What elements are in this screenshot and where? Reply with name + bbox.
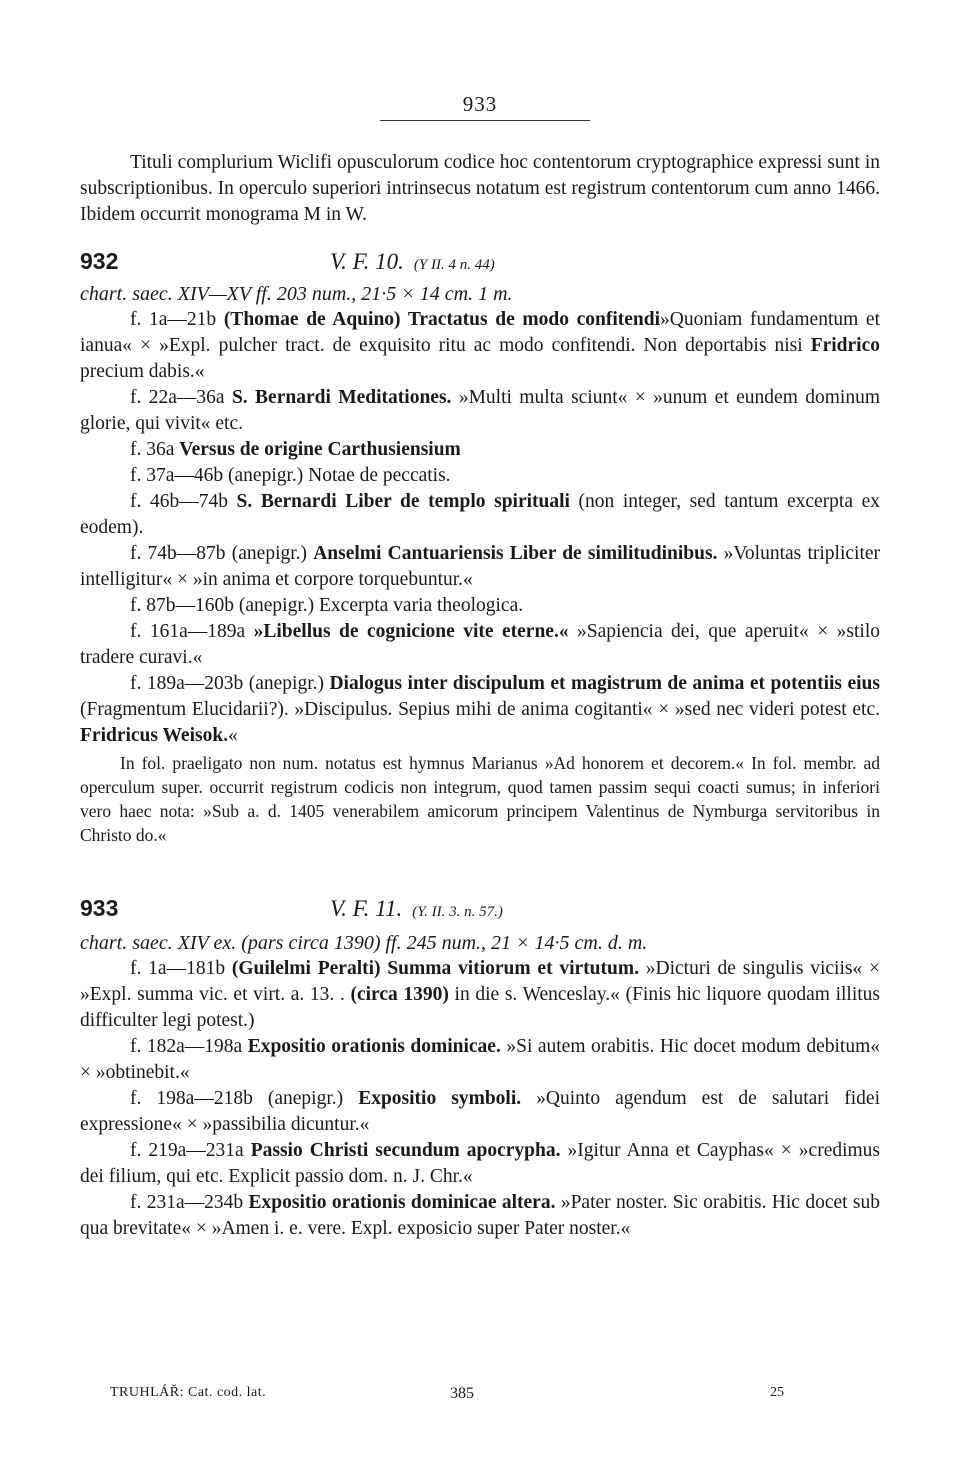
folio-range: f. 87b—160b: [130, 595, 234, 616]
item-text: (anepigr.) Notae de peccatis.: [228, 465, 451, 486]
catalogue-item: [80, 671, 880, 749]
item-tail: precium dabis.«: [80, 361, 205, 382]
entry-932: [80, 248, 880, 847]
item-text: »Quinto agendum est de salutari fidei expressione« × »passibilia dicuntur.«: [80, 1088, 880, 1135]
catalogue-item: [80, 619, 880, 671]
entry-number: 932: [80, 248, 119, 274]
old-shelfmark: (Y II. 4 n. 44): [413, 257, 495, 273]
folio-range: f. 74b—87b: [130, 543, 226, 564]
entry-heading: [80, 248, 880, 275]
catalogue-item: [80, 463, 880, 489]
catalogue-item: [80, 437, 880, 463]
item-title: S. Bernardi Liber de templo spirituali: [236, 491, 570, 512]
item-text: »Igitur Anna et Cayphas« × »credimus dei filium, qui etc. Explicit passio dom. n. J. Chr.«: [80, 1140, 881, 1187]
item-prefix: (anepigr.): [267, 1088, 359, 1109]
item-title: Expositio orationis dominicae altera.: [248, 1192, 556, 1213]
folio-range: f. 22a—36a: [130, 387, 225, 408]
item-title: Dialogus inter discipulum et magistrum de anima et potentiis eius: [329, 673, 880, 694]
shelfmark: V. F. 10.: [330, 249, 404, 274]
catalogue-item: [80, 1034, 880, 1086]
footer-source: TRUHLÁŘ: Cat. cod. lat.: [110, 1385, 267, 1400]
catalogue-item: [80, 1190, 880, 1242]
item-text: »Sapiencia dei, que aperuit« × »stilo tradere curavi.«: [80, 621, 880, 668]
item-emphasis: (circa 1390): [350, 984, 449, 1005]
item-title: Anselmi Cantuariensis Liber de similitudinibus.: [313, 543, 718, 564]
codex-description: chart. saec. XIV—XV ff. 203 num., 21·5 × 14 cm. 1 m.: [80, 283, 513, 305]
shelfmark: V. F. 11.: [330, 896, 403, 921]
footer-page: 385: [450, 1385, 474, 1402]
item-title: S. Bernardi Meditationes.: [231, 387, 452, 408]
item-list: [80, 956, 880, 1242]
codex-description: chart. saec. XIV ex. (pars circa 1390) ff. 245 num., 21 × 14·5 cm. d. m.: [80, 932, 648, 954]
item-title: Expositio orationis dominicae.: [247, 1036, 501, 1057]
catalogue-item: [80, 489, 880, 541]
codex-note: In fol. praeligato non num. notatus est hymnus Marianus »Ad honorem et decorem.« In fol. membr. ad operculum super. occurrit registrum codicis non integrum, quod tamen passim sequi coacti sumus; in inferiori vero haec nota: »Sub a. d. 1405 venerabilem amicorum principem Valentinus de Nymburga servitoribus in Christo do.«: [80, 753, 880, 845]
catalogue-page: [80, 0, 880, 1480]
folio-range: f. 219a—231a: [130, 1140, 244, 1161]
entry-number: 933: [80, 895, 119, 921]
item-text: (non integer, sed tantum excerpta ex eodem).: [80, 491, 880, 538]
folio-range: f. 182a—198a: [130, 1036, 243, 1057]
catalogue-item: [80, 385, 880, 437]
item-text: »Si autem orabitis. Hic docet modum debitum« × »obtinebit.«: [80, 1036, 880, 1083]
item-text: (Fragmentum Elucidarii?). »Discipulus. Sepius mihi de anima cogitanti« × »sed nec videri potest etc.: [80, 699, 880, 720]
item-title: Passio Christi secundum apocrypha.: [250, 1140, 561, 1161]
catalogue-item: [80, 593, 880, 619]
item-list: [80, 307, 880, 749]
item-title: Expositio symboli.: [358, 1088, 522, 1109]
header-rule: [380, 120, 590, 121]
catalogue-item: [80, 1138, 880, 1190]
item-text: »Dicturi de singulis viciis« × »Expl. summa vic. et virt. a. 13. .: [80, 958, 881, 1005]
folio-range: f. 1a—181b: [130, 958, 226, 979]
catalogue-item: [80, 956, 880, 1034]
catalogue-item: [80, 307, 880, 385]
folio-range: f. 161a—189a: [130, 621, 246, 642]
footer-sheet: 25: [770, 1385, 784, 1400]
item-title: »Libellus de cognicione vite eterne.«: [253, 621, 569, 642]
item-emphasis: Fridrico: [810, 335, 880, 356]
item-title: (Guilelmi Peralti) Summa vitiorum et virtutum.: [231, 958, 639, 979]
item-text: »Quoniam fundamentum et ianua« × »Expl. pulcher tract. de exquisito ritu ac modo confitendi. Non deportabis nisi: [80, 309, 881, 356]
catalogue-item: [80, 541, 880, 593]
item-text: »Voluntas tripliciter intelligitur« × »in anima et corpore torquebuntur.«: [80, 543, 881, 590]
item-emphasis: Fridricus Weisok.: [80, 725, 229, 746]
item-text: »Multi multa sciunt« × »unum et eundem dominum glorie, qui vivit« etc.: [80, 387, 880, 434]
folio-range: f. 46b—74b: [130, 491, 228, 512]
intro-block: [80, 150, 880, 228]
item-text: (anepigr.) Excerpta varia theologica.: [238, 595, 524, 616]
entry-heading: [80, 895, 880, 922]
item-tail: in die s. Wenceslay.« (Finis hic liquore quodam illitus difficulter legi potest.): [80, 984, 880, 1031]
folio-range: f. 189a—203b: [130, 673, 244, 694]
catalogue-item: [80, 1086, 880, 1138]
page-number: 933: [462, 92, 498, 116]
intro-paragraph: Tituli complurium Wiclifi opusculorum codice hoc contentorum cryptographice expressi sunt in subscriptionibus. In operculo superiori intrinsecus notatum est registrum contentorum cum anno 1466. Ibidem occurrit monograma M in W.: [80, 152, 880, 225]
folio-range: f. 37a—46b: [130, 465, 224, 486]
item-prefix: (anepigr.): [248, 673, 330, 694]
item-prefix: (anepigr.): [231, 543, 314, 564]
item-title: Versus de origine Carthusiensium: [179, 439, 461, 460]
item-title: (Thomae de Aquino) Tractatus de modo confitendi: [223, 309, 661, 330]
item-text: »Pater noster. Sic orabitis. Hic docet sub qua brevitate« × »Amen i. e. vere. Expl. exposicio super Pater noster.«: [80, 1192, 880, 1239]
old-shelfmark: (Y. II. 3. n. 57.): [412, 904, 503, 920]
item-tail: «: [228, 725, 238, 746]
entry-933: [80, 895, 880, 1242]
folio-range: f. 198a—218b: [130, 1088, 253, 1109]
folio-range: f. 1a—21b: [130, 309, 217, 330]
folio-range: f. 231a—234b: [130, 1192, 244, 1213]
folio-range: f. 36a: [130, 439, 175, 460]
